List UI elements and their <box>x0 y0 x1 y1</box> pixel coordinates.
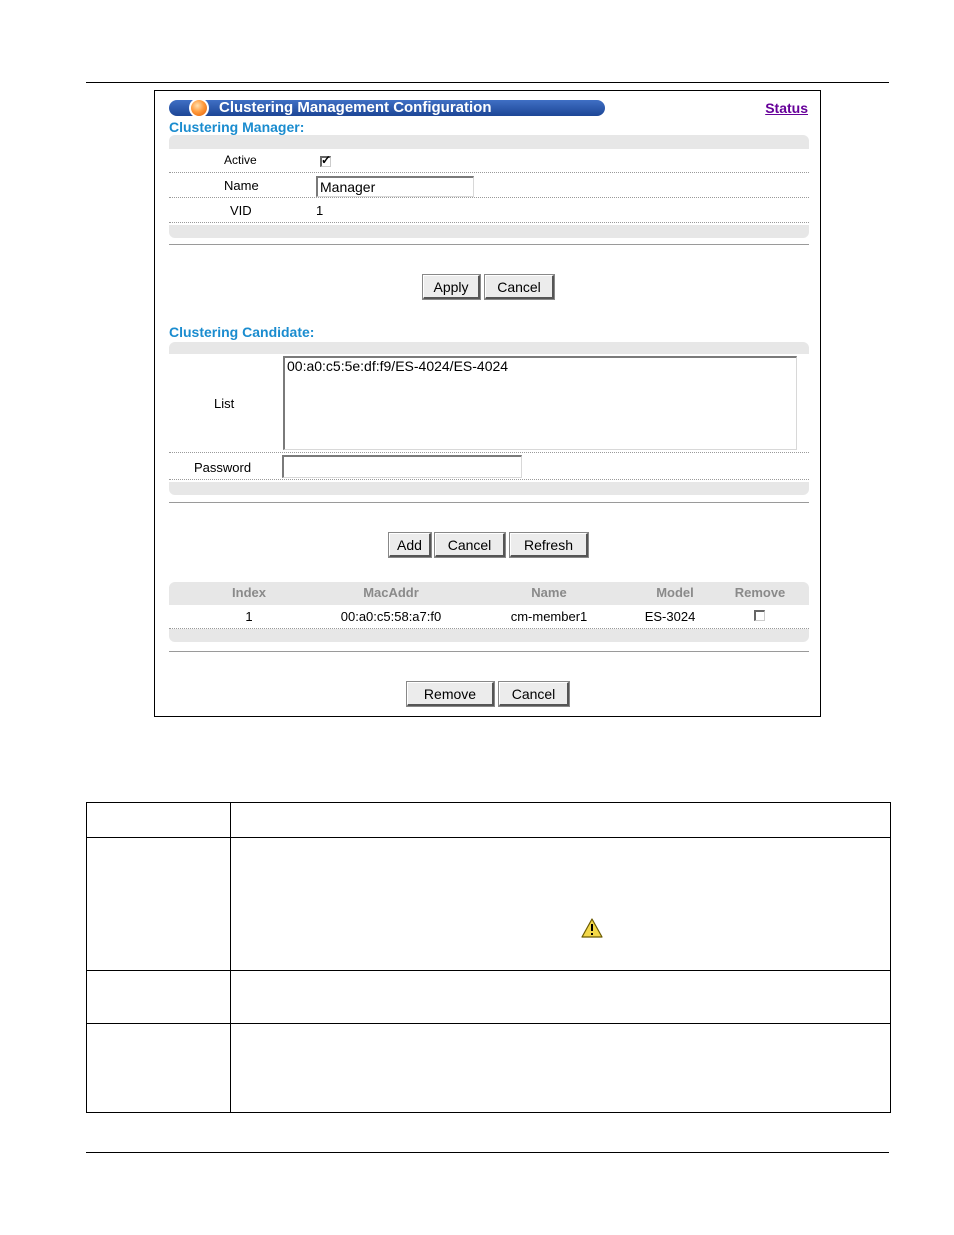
add-button[interactable]: Add <box>389 533 431 557</box>
candidate-list-item[interactable]: 00:a0:c5:5e:df:f9/ES-4024/ES-4024 <box>287 358 509 374</box>
manager-panel <box>169 135 809 238</box>
candidate-section-title: Clustering Candidate: <box>169 324 315 340</box>
title-banner <box>169 100 605 116</box>
page-title: Clustering Management Configuration <box>219 99 492 116</box>
cell-index: 1 <box>245 609 253 624</box>
members-cancel-button[interactable]: Cancel <box>499 682 569 706</box>
name-input[interactable]: Manager <box>316 176 474 197</box>
cell-model: ES-3024 <box>644 609 696 624</box>
col-header-name: Name <box>531 585 567 600</box>
col-header-macaddr: MacAddr <box>363 585 419 600</box>
candidate-cancel-button[interactable]: Cancel <box>435 533 505 557</box>
col-header-index: Index <box>232 585 266 600</box>
remove-button[interactable]: Remove <box>407 682 494 706</box>
password-label: Password <box>194 460 252 475</box>
cancel-button[interactable]: Cancel <box>485 275 554 299</box>
candidate-list[interactable] <box>283 356 797 450</box>
members-table <box>169 582 809 642</box>
col-header-remove: Remove <box>734 585 786 600</box>
active-checkbox[interactable] <box>320 153 332 167</box>
check-icon: ✓ <box>321 153 332 167</box>
status-link[interactable]: Status <box>765 100 808 116</box>
cell-name: cm-member1 <box>510 609 588 624</box>
divider <box>169 651 809 652</box>
top-rule <box>86 82 889 83</box>
cell-macaddr: 00:a0:c5:58:a7:f0 <box>340 609 442 624</box>
col-header-model: Model <box>656 585 694 600</box>
manager-section-title: Clustering Manager: <box>169 119 305 135</box>
divider <box>169 502 809 503</box>
divider <box>169 244 809 245</box>
name-label: Name <box>224 178 259 193</box>
config-screen <box>154 90 821 717</box>
bottom-rule <box>86 1152 889 1153</box>
refresh-button[interactable]: Refresh <box>510 533 588 557</box>
password-field[interactable] <box>282 455 522 478</box>
orb-icon <box>189 98 209 118</box>
candidate-panel <box>169 342 809 495</box>
vid-value: 1 <box>316 203 324 218</box>
description-table <box>86 802 891 1113</box>
vid-label: VID <box>230 203 252 218</box>
list-label: List <box>214 396 235 411</box>
apply-button[interactable]: Apply <box>423 275 480 299</box>
active-label: Active <box>224 153 257 167</box>
warning-icon <box>581 918 603 938</box>
remove-checkbox[interactable] <box>754 610 765 621</box>
table-row <box>169 605 809 629</box>
